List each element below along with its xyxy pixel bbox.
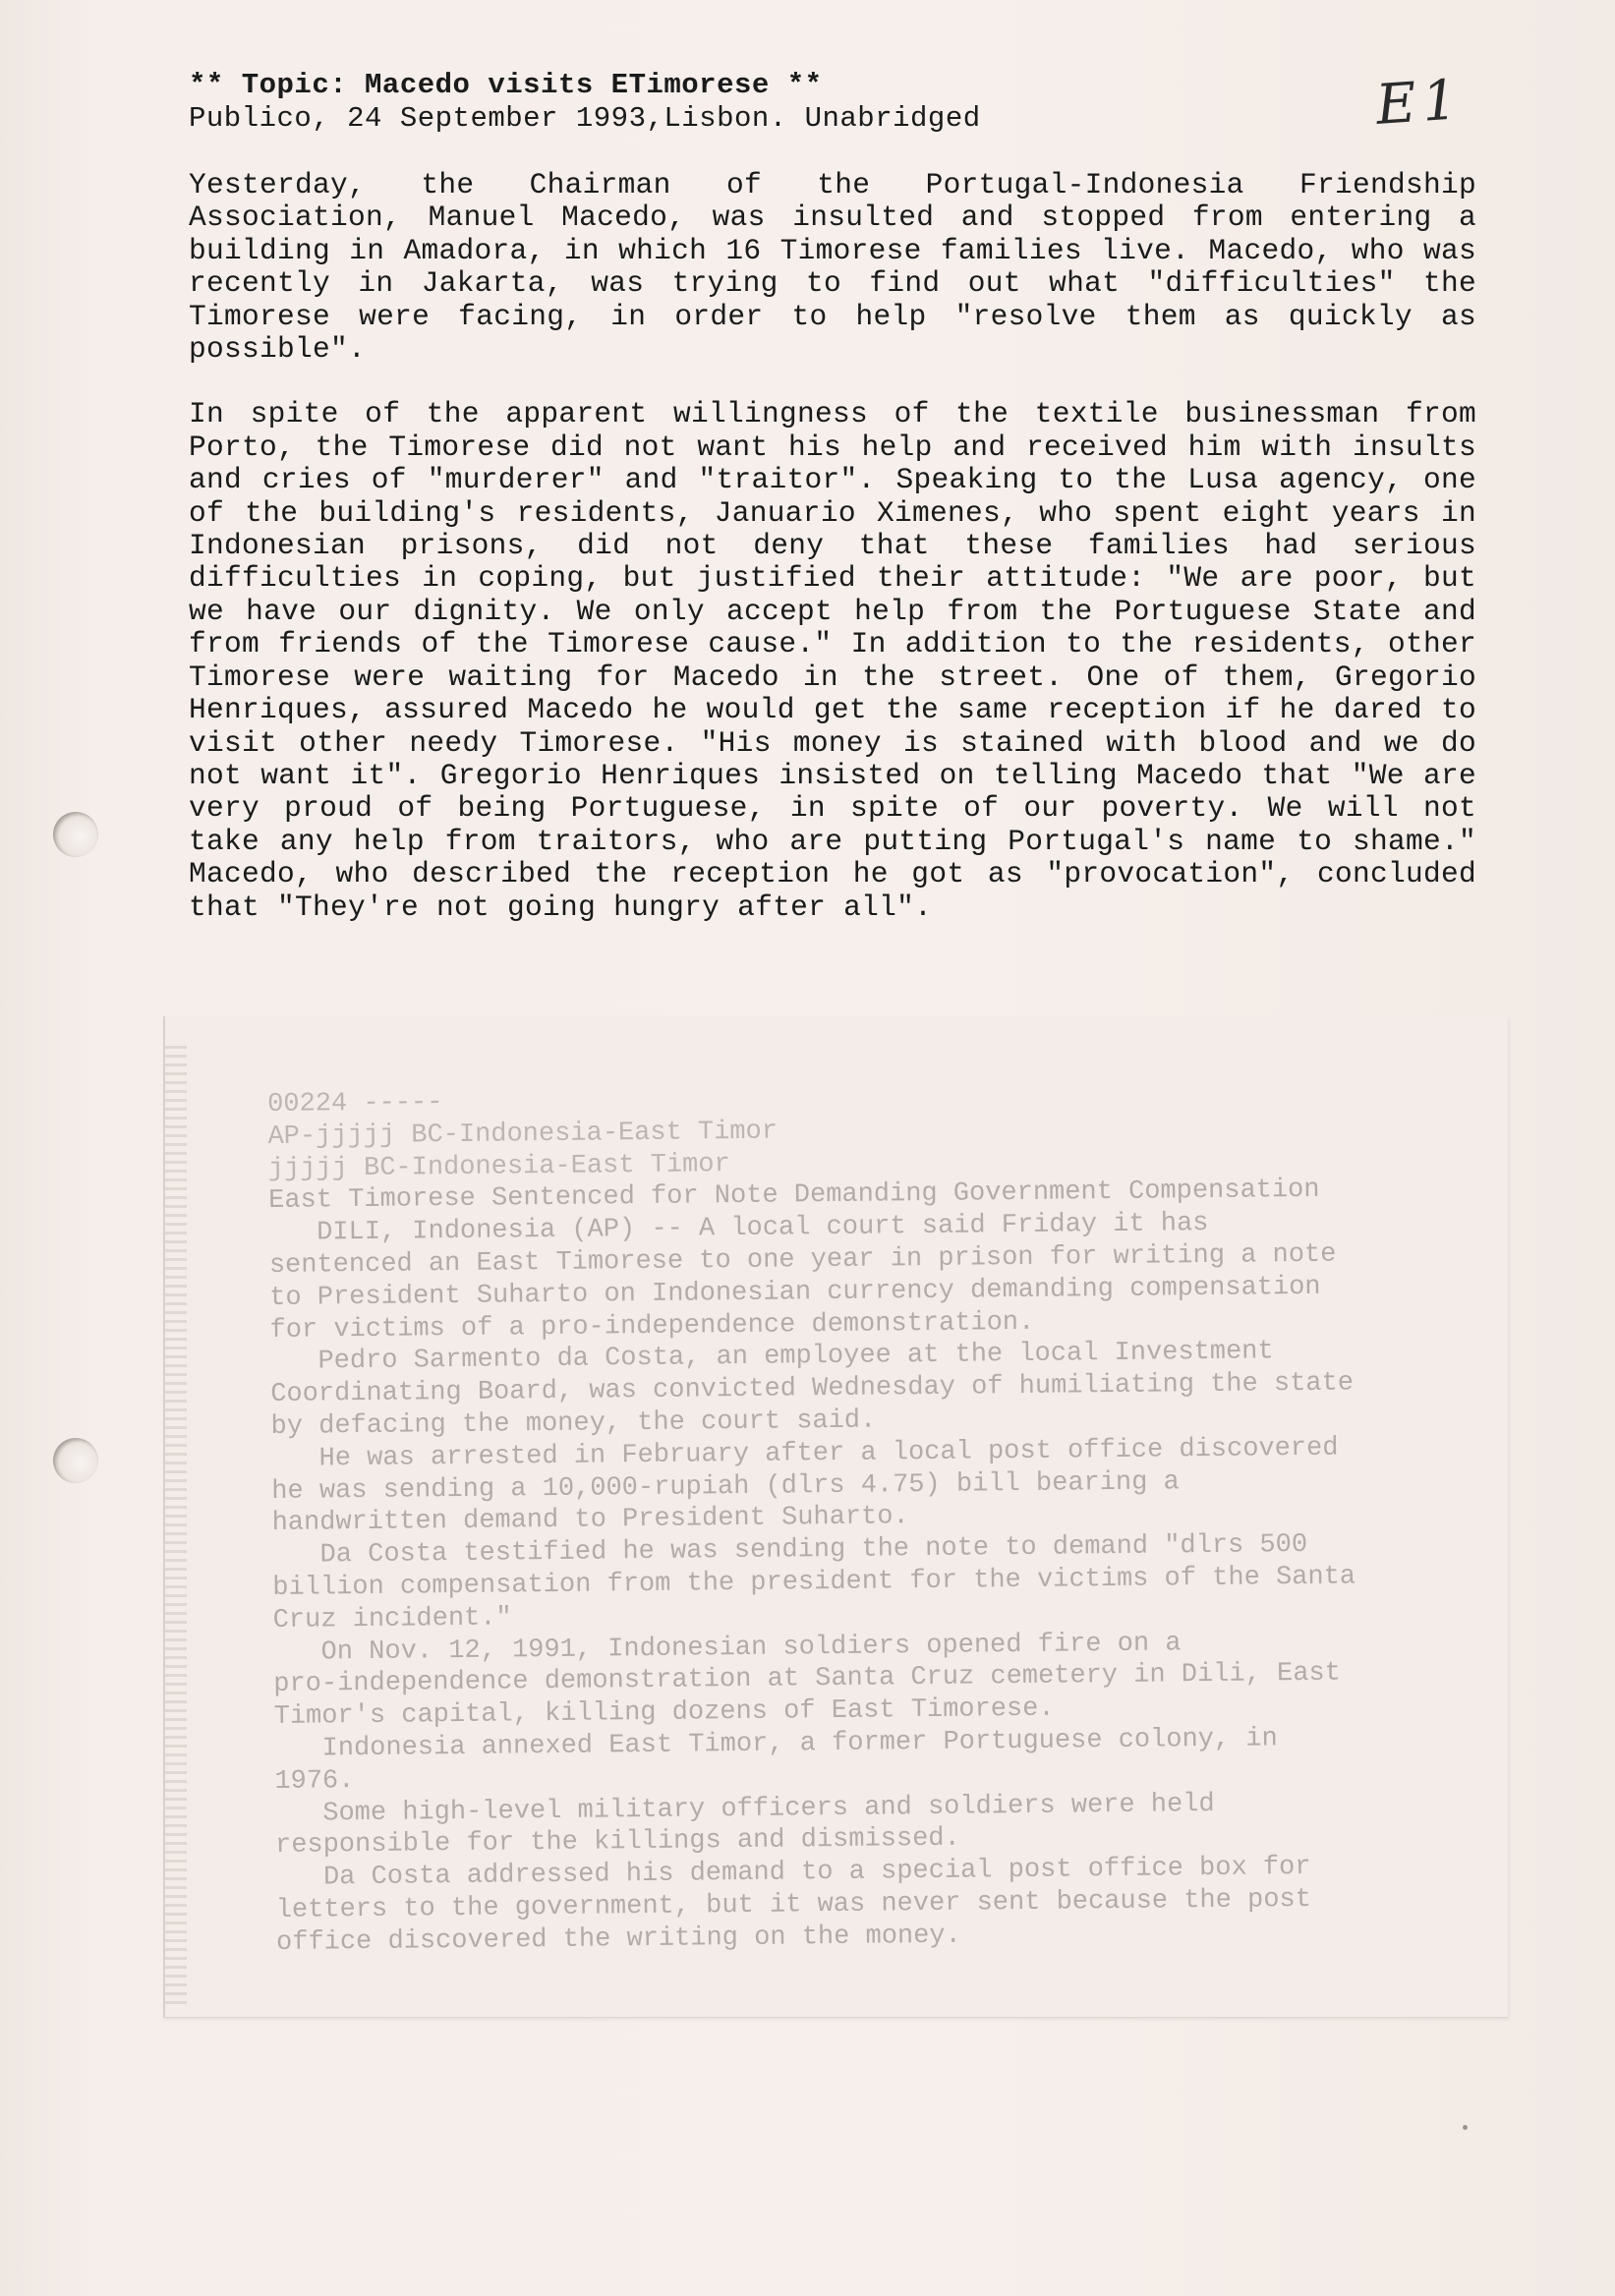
wire-line: Da Costa addressed his demand to a special post office box for bbox=[275, 1853, 1311, 1894]
wire-line: Indonesia annexed East Timor, a former Portuguese colony, in bbox=[273, 1724, 1278, 1764]
clipping-torn-edge bbox=[165, 1046, 187, 2009]
article-paragraph: Yesterday, the Chairman of the Portugal-Indonesia Friendship Association, Manuel Macedo, was insulted and stopped from entering a building in Amadora, in which 16 Timorese families live. Macedo, who was recently in Jakarta, was trying to find out what "difficulties" the Timorese were facing, in order to help "resolve them as quickly as possible". bbox=[189, 168, 1476, 367]
wire-line: Some high-level military officers and soldiers were held bbox=[274, 1789, 1215, 1829]
wire-line: 00224 ----- bbox=[267, 1088, 443, 1119]
wire-line: to President Suharto on Indonesian currency demanding compensation bbox=[269, 1272, 1321, 1313]
punch-hole-bottom bbox=[53, 1438, 98, 1483]
wire-line: he was sending a 10,000-rupiah (dlrs 4.75) bill bearing a bbox=[271, 1466, 1180, 1507]
wire-line: He was arrested in February after a local post office discovered bbox=[270, 1433, 1339, 1474]
wire-line: by defacing the money, the court said. bbox=[270, 1406, 877, 1442]
source-line: Publico, 24 September 1993,Lisbon. Unabridged bbox=[189, 102, 981, 135]
wire-line: billion compensation from the president for the victims of the Santa bbox=[272, 1562, 1356, 1603]
wire-line: responsible for the killings and dismissed. bbox=[274, 1823, 960, 1862]
paper-speck bbox=[1463, 2125, 1468, 2130]
wire-line: handwritten demand to President Suharto. bbox=[271, 1502, 909, 1539]
article-body bbox=[189, 169, 1476, 956]
wire-line: On Nov. 12, 1991, Indonesian soldiers opened fire on a bbox=[272, 1628, 1182, 1668]
wire-line: Cruz incident." bbox=[272, 1603, 512, 1636]
punch-hole-top bbox=[53, 812, 98, 857]
wire-text bbox=[267, 1076, 1515, 1960]
wire-line: Coordinating Board, was convicted Wednesday of humiliating the state bbox=[270, 1368, 1355, 1410]
wire-line: AP-jjjjj BC-Indonesia-East Timor bbox=[267, 1117, 779, 1152]
wire-line: jjjjj BC-Indonesia-East Timor bbox=[267, 1149, 730, 1184]
document-header bbox=[189, 67, 1486, 139]
article-paragraph: In spite of the apparent willingness of the textile businessman from Porto, the Timorese did not want his help and received him with insults and cries of "murderer" and "traitor". Speaking to the Lusa agency, one of the building's residents, Januario Ximenes, who spent eight years in Indonesian prisons, did not deny that these families had serious difficulties in coping, but justified their attitude: "We are poor, but we have our dignity. We only accept help from the Portuguese State and from friends of the Timorese cause." In addition to the residents, other Timorese were waiting for Macedo in the street. One of them, Gregorio Henriques, assured Macedo he would get the same reception if he dared to visit other needy Timorese. "His money is stained with blood and we do not want it". Gregorio Henriques insisted on telling Macedo that "We are very proud of being Portuguese, in spite of our poverty. We will not take any help from traitors, who are putting Portugal's name to shame." Macedo, who described the reception he got as "provocation", concluded that "They're not going hungry after all". bbox=[189, 397, 1476, 924]
wire-line: for victims of a pro-independence demonstration. bbox=[269, 1307, 1035, 1346]
topic-line: ** Topic: Macedo visits ETimorese ** bbox=[189, 69, 823, 101]
wire-line: pro-independence demonstration at Santa Cruz cemetery in Dili, East bbox=[273, 1658, 1342, 1700]
wire-line: Pedro Sarmento da Costa, an employee at the local Investment bbox=[269, 1337, 1274, 1378]
wire-line: letters to the government, but it was never sent because the post bbox=[275, 1884, 1312, 1925]
wire-line: Timor's capital, killing dozens of East Timorese. bbox=[273, 1693, 1055, 1733]
wire-headline: East Timorese Sentenced for Note Demanding Government Compensation bbox=[268, 1176, 1320, 1217]
wire-line: DILI, Indonesia (AP) -- A local court said Friday it has bbox=[268, 1209, 1209, 1249]
wire-line: office discovered the writing on the money. bbox=[275, 1921, 961, 1958]
wire-clipping bbox=[163, 1016, 1508, 2018]
wire-line: sentenced an East Timorese to one year in prison for writing a note bbox=[268, 1239, 1337, 1281]
wire-line: Da Costa testified he was sending the note to demand "dlrs 500 bbox=[271, 1530, 1308, 1572]
handwritten-page-ref: E1 bbox=[1373, 67, 1466, 139]
wire-line: 1976. bbox=[274, 1765, 355, 1797]
